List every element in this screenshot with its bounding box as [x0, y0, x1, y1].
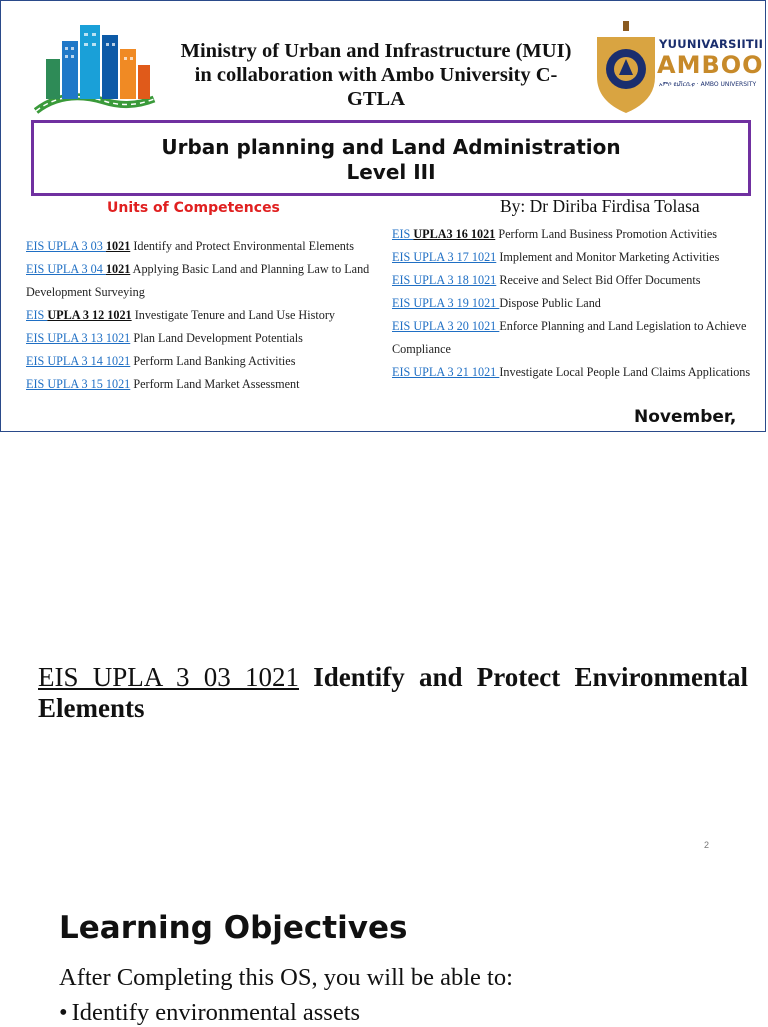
- author-byline: By: Dr Diriba Firdisa Tolasa: [500, 196, 700, 216]
- unit-title: Applying Basic Land and Planning Law to Land Development Surveying: [26, 262, 370, 299]
- unit-code-link[interactable]: EIS UPLA 3 17 1021: [392, 250, 497, 264]
- unit-code-link[interactable]: EIS: [392, 227, 414, 241]
- units-list-right: [392, 223, 752, 384]
- unit-code-link[interactable]: EIS UPLA 3 18 1021: [392, 273, 497, 287]
- unit-code-link[interactable]: EIS UPLA 3 20 1021: [392, 319, 500, 333]
- unit-item: [392, 361, 752, 384]
- unit-item: [26, 304, 378, 327]
- unit-item: [392, 223, 752, 246]
- logo-word-yuunivarsiitii: YUUNIVARSIITII: [659, 37, 764, 51]
- unit-title: Plan Land Development Potentials: [130, 331, 303, 345]
- unit-heading-code: EIS UPLA 3 03 1021: [38, 662, 299, 692]
- unit-item: [392, 292, 752, 315]
- course-title-line-2: Level III: [346, 160, 436, 184]
- unit-title: Enforce Planning and Land Legislation to Achieve Compliance: [392, 319, 747, 356]
- unit-item: [26, 373, 378, 396]
- unit-code-number: 1021: [105, 262, 131, 276]
- unit-title: Investigate Tenure and Land Use History: [131, 308, 335, 322]
- ministry-heading: [151, 39, 601, 111]
- learning-objectives-intro: After Completing this OS, you will be able to:: [59, 964, 513, 991]
- learning-objectives-title: Learning Objectives: [59, 910, 408, 946]
- unit-title: Implement and Monitor Marketing Activities: [496, 250, 720, 264]
- units-of-competences-label: Units of Competences: [107, 200, 280, 216]
- unit-item: [26, 327, 378, 350]
- unit-title: Perform Land Banking Activities: [130, 354, 296, 368]
- unit-code-number: UPLA3 16 1021: [413, 227, 496, 241]
- unit-title: Identify and Protect Environmental Elements: [130, 239, 354, 253]
- unit-heading: [38, 662, 748, 724]
- unit-code-link[interactable]: EIS UPLA 3 19 1021: [392, 296, 500, 310]
- unit-item: [26, 235, 378, 258]
- unit-item: [26, 258, 378, 304]
- unit-code-link[interactable]: EIS UPLA 3 13 1021: [26, 331, 131, 345]
- unit-heading-title: Identify and Protect Environmental Elements: [38, 662, 748, 723]
- unit-code-link[interactable]: EIS UPLA 3 14 1021: [26, 354, 131, 368]
- shield-icon: [593, 19, 659, 115]
- unit-code-number: UPLA 3 12 1021: [47, 308, 132, 322]
- objective-text: Identify environmental assets: [71, 999, 361, 1026]
- unit-code-number: 1021: [105, 239, 131, 253]
- date-label: November,: [634, 407, 737, 427]
- objective-bullet: [59, 999, 360, 1027]
- unit-code-link[interactable]: EIS UPLA 3 03: [26, 239, 106, 253]
- ambo-university-logo: [593, 19, 768, 117]
- unit-item: [392, 269, 752, 292]
- unit-title: Perform Land Market Assessment: [130, 377, 300, 391]
- unit-item: [26, 350, 378, 373]
- logo-word-amboo: AMBOO: [657, 51, 764, 79]
- bullet-dot-icon: •: [59, 999, 68, 1026]
- unit-item: [392, 315, 752, 361]
- logo-word-ambo-university: አምቦ ዩኒቨርሲቲ · AMBO UNIVERSITY: [659, 81, 757, 88]
- unit-title: Dispose Public Land: [499, 296, 601, 310]
- unit-code-link[interactable]: EIS UPLA 3 04: [26, 262, 106, 276]
- title-slide: [0, 0, 766, 432]
- course-title-box: [31, 120, 751, 196]
- unit-title: Receive and Select Bid Offer Documents: [496, 273, 701, 287]
- ministry-line-2: in collaboration with Ambo University C-: [194, 64, 558, 86]
- unit-title: Perform Land Business Promotion Activities: [495, 227, 717, 241]
- units-list-left: [26, 235, 378, 396]
- unit-title: Investigate Local People Land Claims Applications: [499, 365, 751, 379]
- unit-code-link[interactable]: EIS: [26, 308, 48, 322]
- ministry-line-3: GTLA: [346, 88, 406, 110]
- course-title-line-1: Urban planning and Land Administration: [161, 135, 621, 159]
- ministry-line-1: Ministry of Urban and Infrastructure (MUI): [180, 40, 572, 62]
- unit-code-link[interactable]: EIS UPLA 3 15 1021: [26, 377, 131, 391]
- unit-code-link[interactable]: EIS UPLA 3 21 1021: [392, 365, 500, 379]
- page-number: 2: [704, 840, 710, 850]
- unit-item: [392, 246, 752, 269]
- mui-buildings-logo: [34, 19, 156, 115]
